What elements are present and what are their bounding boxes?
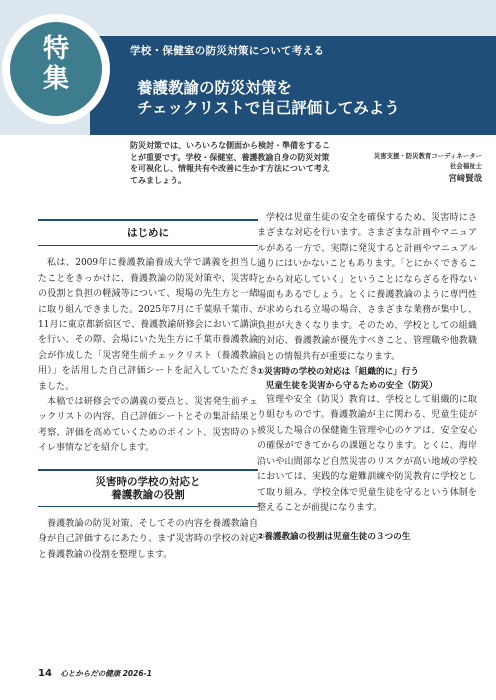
section-heading-line: 災害時の学校の対応と	[95, 475, 201, 488]
journal-issue: 2026-1	[122, 669, 152, 678]
paragraph: 私は、2009年に養護教諭養成大学で講義を担当したことをきっかけに、養護教論の防災対策や、災害時の役割と負担の軽減等について、現場の先生方と一緒に取り組んできました。2025年7月に千葉県千葉市、11月に東京都新宿区で、養護教諭研修会において講演を行い、その際、会場にいた先生方に千葉市養護教諭会が作成した「災害発生前チェックリスト（養護教諭用）」を活用した自己評価シートを記入していただきました。	[38, 258, 258, 392]
subheading-roles: ②養護教諭の役割は児童生徒の３つの生	[257, 532, 411, 543]
article-subtitle: 学校・保健室の防災対策について考える	[130, 45, 325, 57]
paragraph: 管理や安全（防災）教育は、学校として組織的に取り組むものです。養護教諭が主に関わる、児童生徒が被災した場合の保健衛生管理や心のケアは、安全安心の確保ができてからの課題となります。とくに、海岸沿いや山間部など自然災害のリスクが高い地域の学校においては、実践的な避難訓練や防災教育に学校として取り組み、学校全体で児童生徒を守るという体制を整えることが前提になります。	[257, 395, 477, 513]
article-lead: 防災対策では、いろいろな側面から検討・準備をすることが重要です。学校・保健室、養護教諭自身の防災対策を可視化し、情報共有や改善に生かす方法について考えてみましょう。	[130, 141, 330, 185]
paragraph: 本稿では研修会での講義の要点と、災害発生前チェックリストの内容、自己評価シートとその集計結果と考察、評価を高めていくためのポイント、災害時のトイレ事情などを紹介します。	[38, 397, 258, 454]
right-column	[257, 211, 477, 544]
page-number: 14	[38, 668, 52, 679]
article-title-line-1: 養護教諭の防災対策を	[137, 78, 293, 97]
author-block	[352, 151, 482, 183]
page-footer	[38, 668, 152, 679]
section-heading-line: 養護教諭の役割	[111, 488, 185, 501]
subheading-line: ①災害時の学校の対応は「組織的に」行う	[257, 367, 419, 378]
feature-badge-label: 特 集	[42, 34, 69, 94]
paragraph: 養護教論の防災対策、そしてその内容を養護教諭自身が自己評価するにあたり、まず災害時の学校の対応と養護教諭の役割を整理します。	[38, 518, 258, 560]
author-role-2: 社会福祉士	[450, 162, 482, 170]
left-column	[38, 219, 258, 563]
author-name: 宮﨑賢哉	[448, 173, 482, 183]
feature-badge	[2, 14, 110, 124]
paragraph: 学校は児童生徒の安全を確保するため、災害時にさまざまな対応を行います。さまざまな計画やマニュアルがある一方で、実際に発災すると計画やマニュアル通りにはいかないこともあります。「とにかくできることから対応していく」ということにならざるを得ない場面もあるでしょう。とくに養護教論のように専門性が求められる立場の場合、さまざまな業務が集中し、負担が大きくなります。そのため、学校としての組織的対応、養護教諭が優先すべきこと、管理職や他教職員との情報共有が重要になります。	[257, 213, 477, 362]
subheading-organizational	[257, 365, 477, 393]
section-heading-intro: はじめに	[38, 219, 258, 246]
feature-badge-circle	[10, 22, 102, 116]
author-role: 災害支援・防災教育コーディネーター	[373, 152, 482, 160]
article-title-line-2: チェックリストで自己評価してみよう	[137, 98, 400, 117]
article-title	[137, 78, 400, 118]
section-heading-roles	[38, 469, 258, 507]
journal-title: 心とからだの健康	[60, 669, 121, 678]
subheading-line: 児童生徒を災害から守るための安全（防災）	[265, 381, 438, 392]
